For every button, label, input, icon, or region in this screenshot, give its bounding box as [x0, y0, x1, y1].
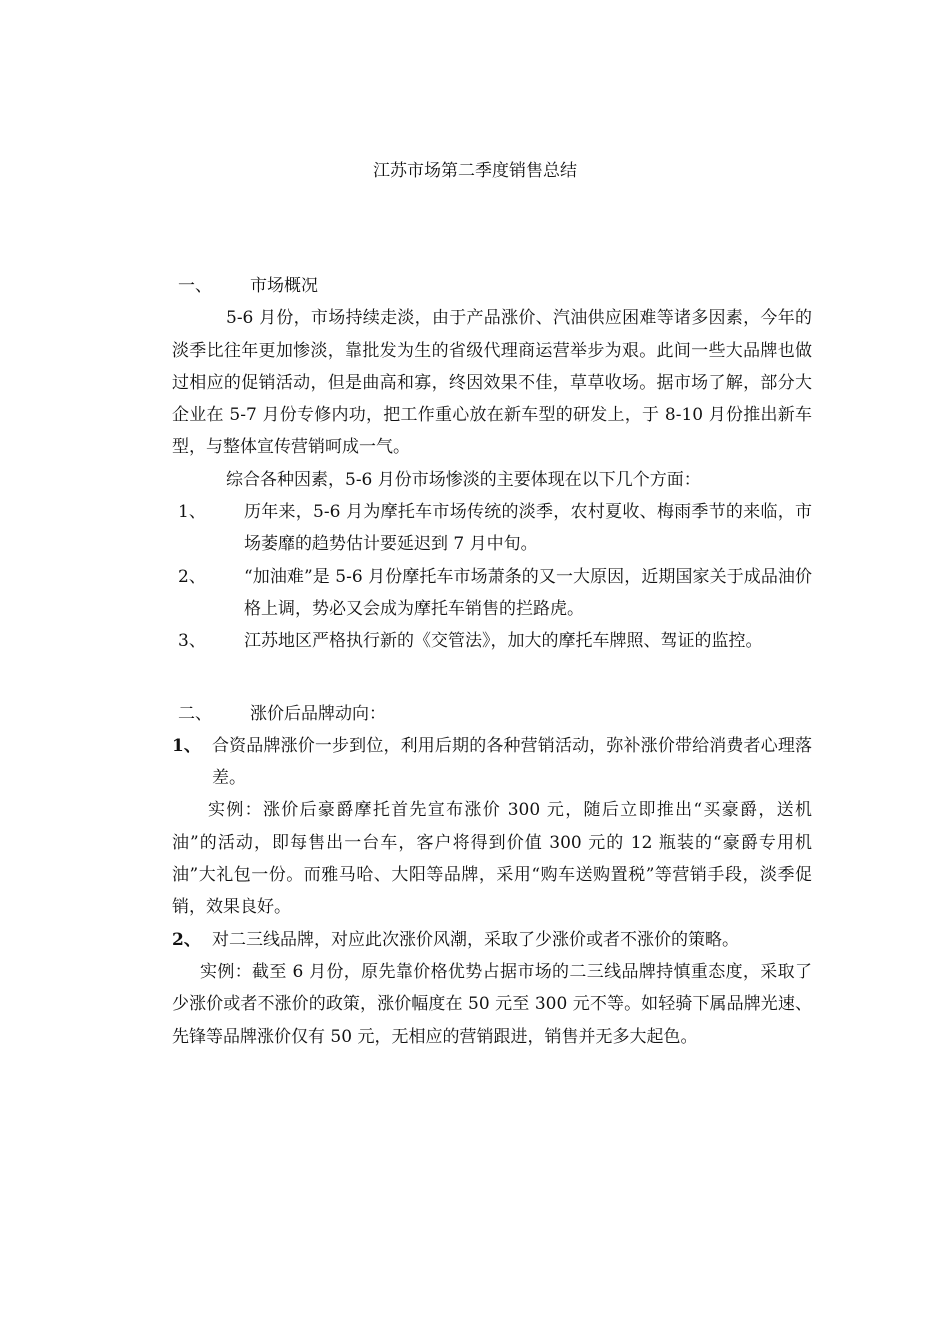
subsection-1-text: 合资品牌涨价一步到位，利用后期的各种营销活动，弥补涨价带给消费者心理落差。 [212, 735, 812, 789]
list-item-number: 3、 [178, 631, 206, 652]
section-spacer [172, 658, 812, 698]
subsection-2-example: 实例：截至 6 月份，原先靠价格优势占据市场的二三线品牌持慎重态度，采取了少涨价或者不涨价的政策，涨价幅度在 50 元至 300 元不等。如轻骑下属品牌光速、先锋等品牌涨价仅有 50 元，无相应的营销跟进，销售并无多大起色。 [172, 961, 812, 1047]
section-1-title: 市场概况 [250, 276, 318, 296]
section-1-summary: 综合各种因素，5-6 月份市场惨淡的主要体现在以下几个方面： [226, 469, 701, 490]
subsection-1-number: 1、 [172, 735, 201, 756]
section-1-paragraph: 5-6 月份，市场持续走淡，由于产品涨价、汽油供应困难等诸多因素，今年的淡季比往年更加惨淡，靠批发为生的省级代理商运营举步为艰。此间一些大品牌也做过相应的促销活动，但是曲高和寡，终因效果不佳，草草收场。据市场了解，部分大企业在 5-7 月份专修内功，把工作重心放在新车型的研发上，于 8-10 月份推出新车型，与整体宣传营销呵成一气。 [172, 308, 812, 458]
subsection-2-number: 2、 [172, 929, 201, 950]
subsection-2-text: 对二三线品牌，对应此次涨价风潮，采取了少涨价或者不涨价的策略。 [212, 929, 739, 950]
section-2-number: 二、 [178, 703, 212, 724]
list-item-text: “加油难”是 5-6 月份摩托车市场萧条的又一大原因，近期国家关于成品油价格上调，势必又会成为摩托车销售的拦路虎。 [244, 566, 812, 619]
section-1-number: 一、 [178, 276, 212, 296]
section-2-heading [172, 698, 812, 730]
list-item-number: 1、 [178, 502, 206, 523]
list-item-text: 江苏地区严格执行新的《交管法》，加大的摩托车牌照、驾证的监控。 [244, 631, 763, 652]
section-1-heading [172, 270, 812, 302]
subsection-1 [172, 730, 812, 795]
list-item [172, 561, 812, 626]
subsection-2 [172, 924, 812, 956]
list-item [172, 625, 812, 657]
document-body [172, 270, 812, 1053]
list-item-number: 2、 [178, 566, 206, 587]
section-2-title: 涨价后品牌动向： [250, 703, 386, 724]
list-item [172, 496, 812, 561]
list-item-text: 历年来，5-6 月为摩托车市场传统的淡季，农村夏收、梅雨季节的来临，市场萎靡的趋势估计要延迟到 7 月中旬。 [244, 502, 812, 555]
document-title: 江苏市场第二季度销售总结 [373, 161, 577, 181]
subsection-1-example: 实例：涨价后豪爵摩托首先宣布涨价 300 元，随后立即推出“买豪爵，送机油”的活动，即每售出一台车，客户将得到价值 300 元的 12 瓶装的“豪爵专用机油”大礼包一份。而雅马哈、大阳等品牌，采用“购车送购置税”等营销手段，淡季促销，效果良好。 [172, 800, 812, 918]
